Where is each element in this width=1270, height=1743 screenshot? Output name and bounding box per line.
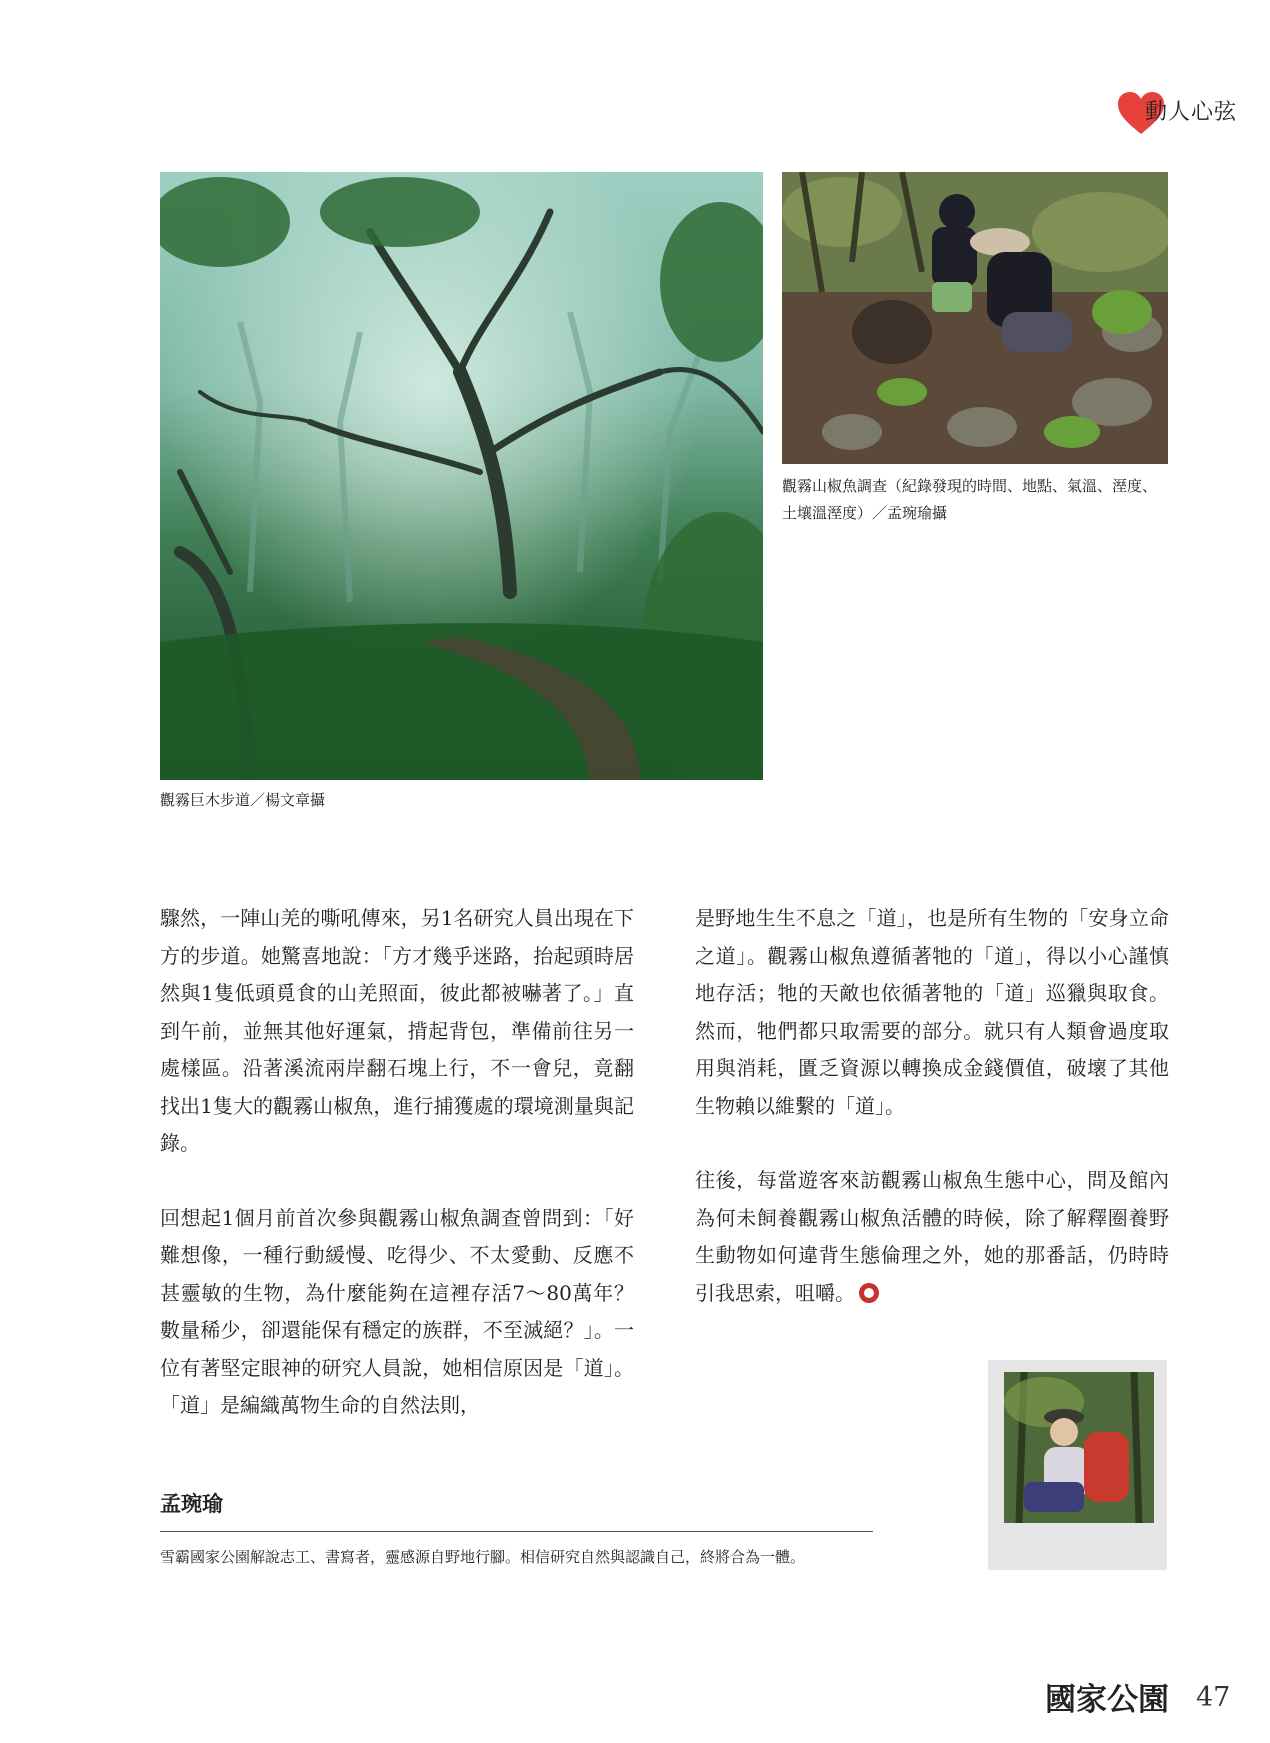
page-number: 47 [1196,1682,1231,1713]
article-column-right [695,900,1169,1312]
article-paragraph: 回想起1個月前首次參與觀霧山椒魚調查曾問到：「好難想像，一種行動緩慢、吃得少、不太愛動、反應不甚靈敏的生物，為什麼能夠在這裡存活7～80萬年？數量稀少，卻還能保有穩定的族群，不至滅絕？」。一位有著堅定眼神的研究人員說，她相信原因是「道」。「道」是編織萬物生命的自然法則， [160,1205,634,1417]
article-column-left [160,900,634,1425]
magazine-logo [1045,1672,1169,1718]
article-paragraph: 是野地生生不息之「道」，也是所有生物的「安身立命之道」。觀霧山椒魚遵循著牠的「道」，得以小心謹慎地存活；牠的天敵也依循著牠的「道」巡獵與取食。然而，牠們都只取需要的部分。就只有人類會過度取用與消耗，匱乏資源以轉換成金錢價值，破壞了其他生物賴以維繫的「道」。 [695,906,1169,1118]
survey-photo-caption: 觀霧山椒魚調查（紀錄發現的時間、地點、氣溫、溼度、土壤溫溼度）／孟琬瑜攝 [782,477,1158,522]
article-paragraph-text: 往後，每當遊客來訪觀霧山椒魚生態中心，問及館內為何未飼養觀霧山椒魚活體的時候，除了解釋圈養野生動物如何違背生態倫理之外，她的那番話，仍時時引我思索，咀嚼。 [695,1168,1169,1305]
forest-trail-photo [160,172,763,780]
end-mark-icon [859,1283,879,1303]
section-tag [1110,86,1250,136]
salamander-survey-photo [782,172,1168,464]
article-paragraph [695,1162,1169,1312]
author-portrait-photo [1004,1372,1154,1523]
author-divider [160,1531,873,1532]
magazine-logo-text: 國家公園 [1045,1682,1169,1718]
forest-photo-caption: 觀霧巨木步道／楊文章攝 [160,791,326,809]
article-paragraph: 驟然，一陣山羌的嘶吼傳來，另1名研究人員出現在下方的步道。她驚喜地說：「方才幾乎迷路，抬起頭時居然與1隻低頭覓食的山羌照面，彼此都被嚇著了。」直到午前，並無其他好運氣，揹起背包，準備前往另一處樣區。沿著溪流兩岸翻石塊上行，不一會兒，竟翻找出1隻大的觀霧山椒魚，進行捕獲處的環境測量與記錄。 [160,906,634,1155]
author-bio: 雪霸國家公園解說志工、書寫者，靈感源自野地行腳。相信研究自然與認識自己，終將合為一體。 [160,1548,806,1566]
section-tag-label: 動人心弦 [1145,100,1238,125]
author-name: 孟琬瑜 [160,1492,223,1516]
